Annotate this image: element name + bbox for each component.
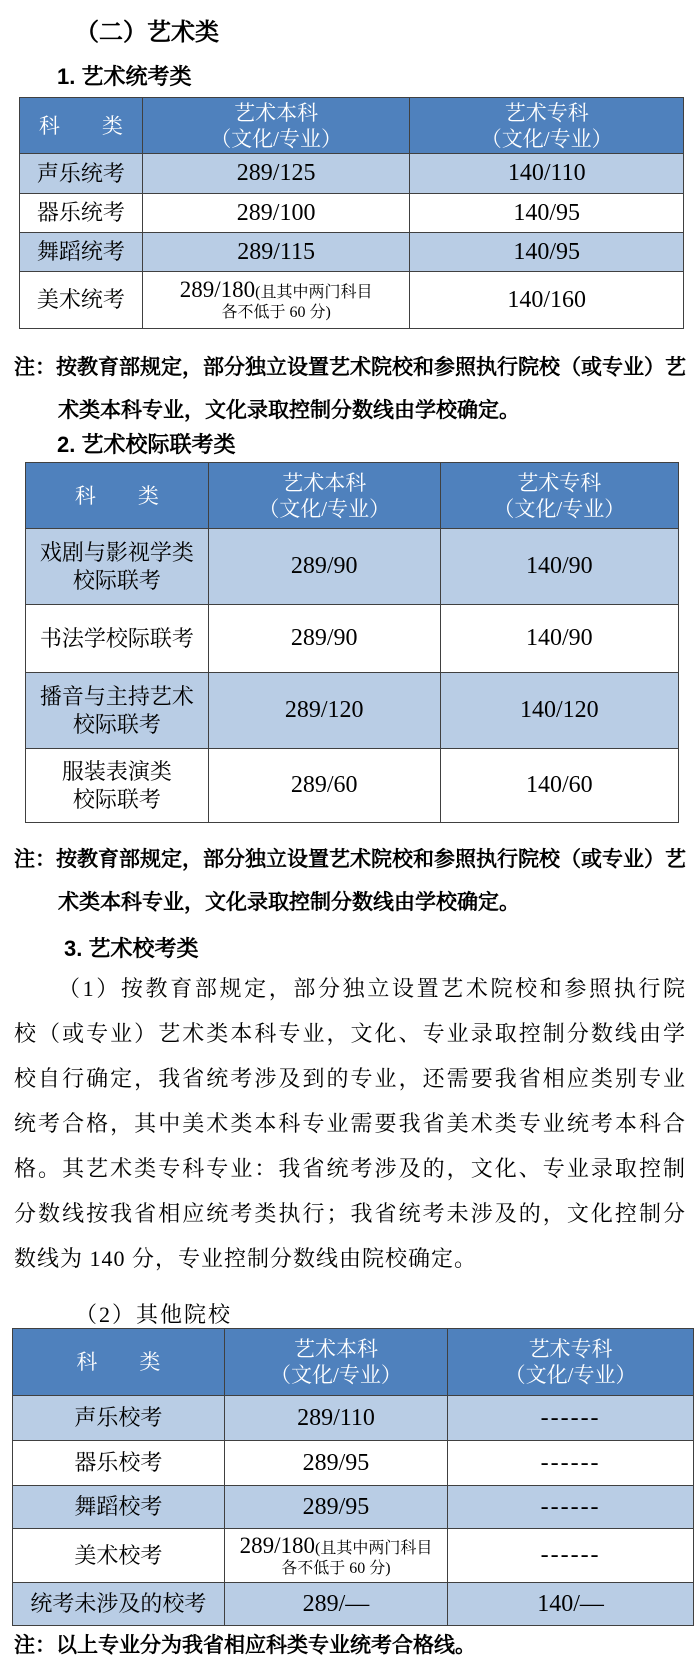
cell-label: 声乐统考 — [20, 154, 143, 194]
section4-heading: （2）其他院校 — [75, 1302, 233, 1327]
note-line: 术类本科专业，文化录取控制分数线由学校确定。 — [58, 891, 520, 914]
header-cell-zhuanke: 艺术专科 （文化/专业） — [440, 463, 678, 529]
cell-zhuanke: 140/— — [448, 1583, 694, 1626]
cell-benke-with-note: 289/180(且其中两门科目 各不低于 60 分) — [142, 272, 410, 329]
note-line: 注：按教育部规定，部分独立设置艺术院校和参照执行院校（或专业）艺 — [14, 848, 686, 871]
cell-label: 声乐校考 — [13, 1396, 225, 1441]
note-3 — [14, 1632, 694, 1660]
section3-heading: 3. 艺术校考类 — [64, 936, 199, 961]
note-line: 注：以上专业分为我省相应科类专业统考合格线。 — [14, 1634, 476, 1657]
cell-benke: 289/90 — [208, 529, 440, 605]
cell-zhuanke: 140/95 — [410, 233, 684, 272]
table-row — [20, 233, 684, 272]
cell-zhuanke: 140/120 — [440, 673, 678, 749]
header-cell-category: 科 类 — [13, 1329, 225, 1396]
table-header-row — [26, 463, 679, 529]
table-row — [13, 1441, 694, 1486]
cell-label: 统考未涉及的校考 — [13, 1583, 225, 1626]
cell-zhuanke: 140/160 — [410, 272, 684, 329]
paragraph-line: 格。其艺术类专科专业：我省统考涉及的，文化、专业录取控制 — [14, 1156, 686, 1181]
cell-zhuanke: 140/95 — [410, 194, 684, 233]
cell-benke: 289/120 — [208, 673, 440, 749]
header-cell-zhuanke: 艺术专科 （文化/专业） — [448, 1329, 694, 1396]
cell-zhuanke: ------ — [448, 1486, 694, 1529]
cell-benke: 289/95 — [224, 1486, 447, 1529]
section2-heading: 2. 艺术校际联考类 — [57, 432, 236, 457]
cell-benke: 289/95 — [224, 1441, 447, 1486]
table-row — [26, 605, 679, 673]
table-row — [13, 1396, 694, 1441]
cell-zhuanke: ------ — [448, 1529, 694, 1583]
table-header-row — [20, 98, 684, 154]
cell-benke: 289/100 — [142, 194, 410, 233]
cell-label: 美术校考 — [13, 1529, 225, 1583]
note-line: 注：按教育部规定，部分独立设置艺术院校和参照执行院校（或专业）艺 — [14, 356, 686, 379]
cell-label: 器乐统考 — [20, 194, 143, 233]
note-1 — [14, 346, 686, 432]
table-row — [20, 194, 684, 233]
cell-label: 舞蹈统考 — [20, 233, 143, 272]
cell-benke: 289/90 — [208, 605, 440, 673]
cell-label: 器乐校考 — [13, 1441, 225, 1486]
table-row — [13, 1529, 694, 1583]
school-exam-paragraph — [14, 966, 686, 1281]
header-cell-benke: 艺术本科 （文化/专业） — [208, 463, 440, 529]
cell-label: 舞蹈校考 — [13, 1486, 225, 1529]
table-row — [26, 749, 679, 823]
cell-label: 书法学校际联考 — [26, 605, 209, 673]
cell-zhuanke: ------ — [448, 1441, 694, 1486]
note-2 — [14, 838, 686, 924]
cell-label: 播音与主持艺术 校际联考 — [26, 673, 209, 749]
header-cell-category: 科 类 — [26, 463, 209, 529]
table-row — [20, 154, 684, 194]
table-row — [26, 529, 679, 605]
paragraph-line: 数线为 140 分，专业控制分数线由院校确定。 — [14, 1246, 478, 1271]
paragraph-line: 统考合格，其中美术类本科专业需要我省美术类专业统考本科合 — [14, 1111, 686, 1136]
joint-exam-table — [25, 462, 679, 823]
header-cell-benke: 艺术本科 （文化/专业） — [224, 1329, 447, 1396]
cell-benke-with-note: 289/180(且其中两门科目 各不低于 60 分) — [224, 1529, 447, 1583]
cell-benke: 289/60 — [208, 749, 440, 823]
cell-label: 美术统考 — [20, 272, 143, 329]
table-header-row — [13, 1329, 694, 1396]
unified-exam-table — [19, 97, 684, 329]
table-row — [26, 673, 679, 749]
paragraph-line: （1）按教育部规定，部分独立设置艺术院校和参照执行院 — [58, 976, 686, 1001]
other-schools-table — [12, 1328, 694, 1626]
paragraph-line: 校（或专业）艺术类本科专业，文化、专业录取控制分数线由学 — [14, 1021, 686, 1046]
page-title: （二）艺术类 — [75, 19, 219, 46]
cell-benke: 289/110 — [224, 1396, 447, 1441]
cell-zhuanke: 140/90 — [440, 529, 678, 605]
paragraph-line: 校自行确定，我省统考涉及到的专业，还需要我省相应类别专业 — [14, 1066, 686, 1091]
note-line: 术类本科专业，文化录取控制分数线由学校确定。 — [58, 399, 520, 422]
header-cell-zhuanke: 艺术专科 （文化/专业） — [410, 98, 684, 154]
cell-zhuanke: ------ — [448, 1396, 694, 1441]
header-cell-benke: 艺术本科 （文化/专业） — [142, 98, 410, 154]
cell-zhuanke: 140/110 — [410, 154, 684, 194]
paragraph-line: 分数线按我省相应统考类执行；我省统考未涉及的，文化控制分 — [14, 1201, 686, 1226]
table-row — [13, 1583, 694, 1626]
table-row — [13, 1486, 694, 1529]
cell-benke: 289/— — [224, 1583, 447, 1626]
cell-zhuanke: 140/60 — [440, 749, 678, 823]
section1-heading: 1. 艺术统考类 — [57, 64, 192, 89]
table-row — [20, 272, 684, 329]
header-cell-category: 科 类 — [20, 98, 143, 154]
cell-zhuanke: 140/90 — [440, 605, 678, 673]
cell-label: 服装表演类 校际联考 — [26, 749, 209, 823]
cell-label: 戏剧与影视学类 校际联考 — [26, 529, 209, 605]
cell-benke: 289/115 — [142, 233, 410, 272]
cell-benke: 289/125 — [142, 154, 410, 194]
